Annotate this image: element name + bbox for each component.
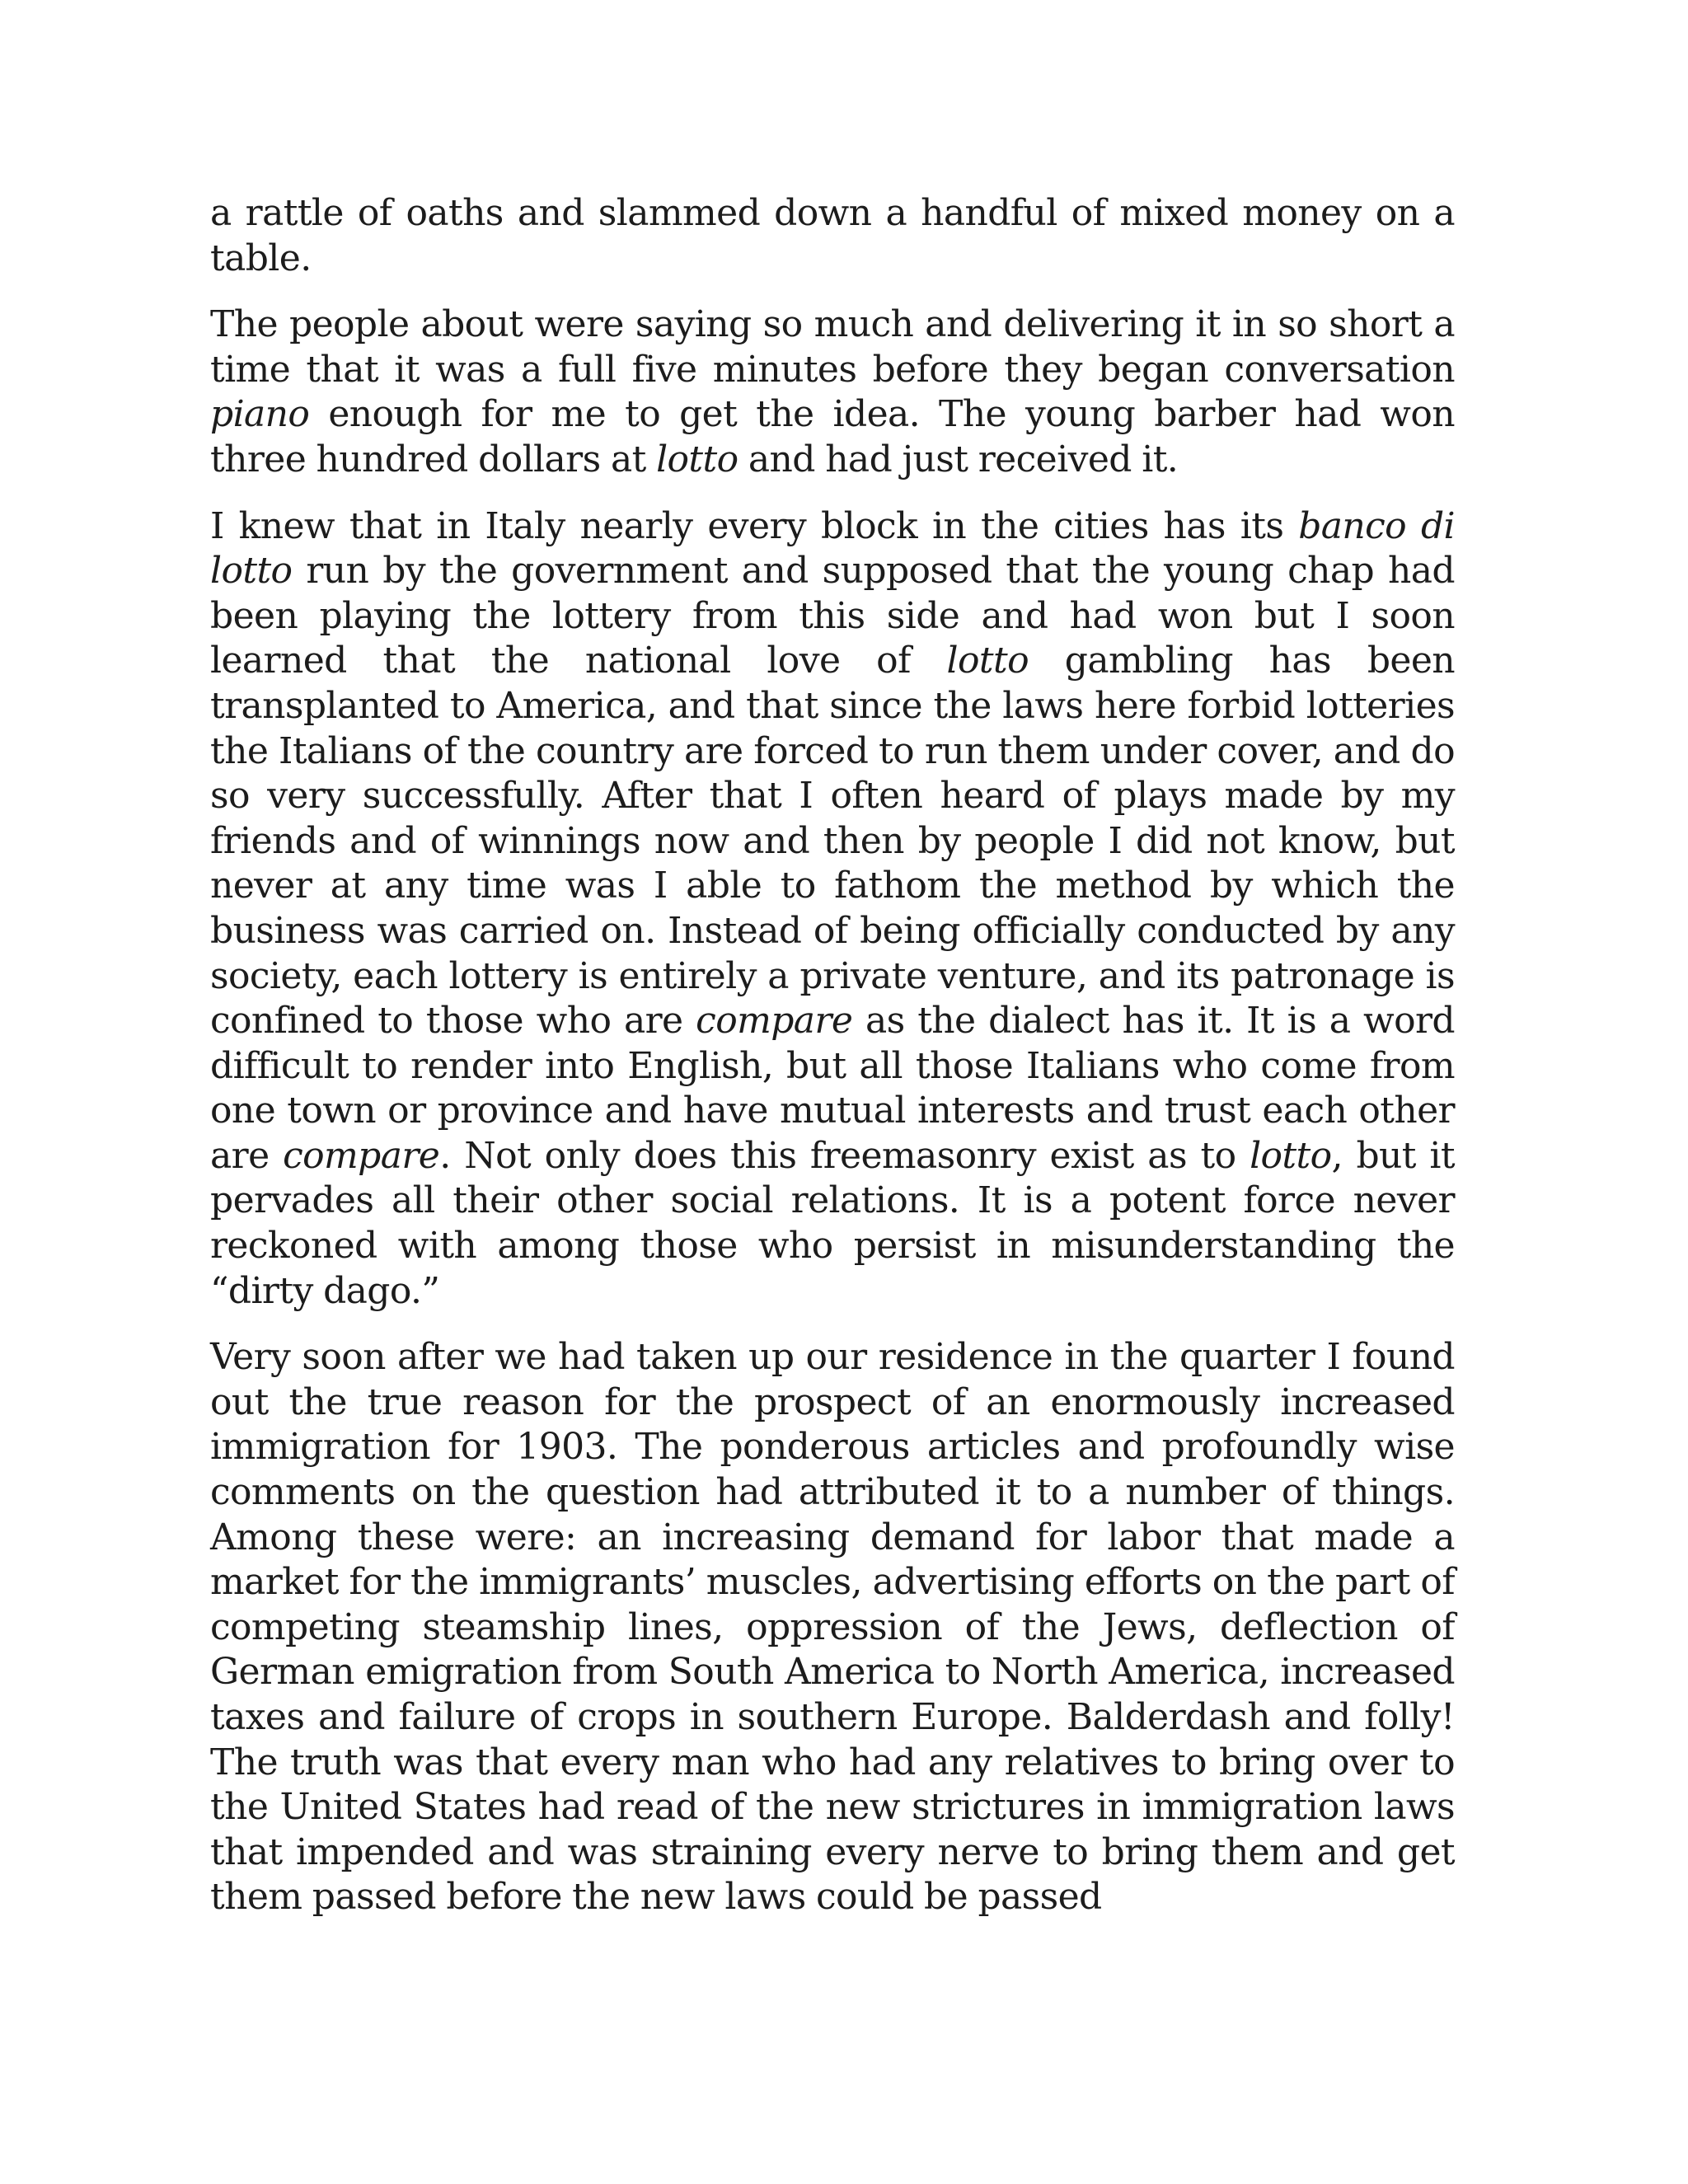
text-run: and had just received it. bbox=[738, 438, 1179, 480]
text-run: I knew that in Italy nearly every block in the cities has its bbox=[210, 504, 1299, 547]
paragraph-2 bbox=[210, 302, 1455, 482]
italic-text-run: lotto bbox=[1250, 1134, 1332, 1177]
italic-text-run: piano bbox=[210, 393, 310, 436]
text-run: Very soon after we had taken up our residence in the quarter I found out the true reason for the prospect of an enormously increased immigration for 1903. The ponderous articles and profoundly wise comments on the question had attributed it to a number of things. Among these were: an increasing demand for labor that made a market for the immigrants’ muscles, advertising efforts on the part of competing steamship lines, oppression of the Jews, deflection of German emigration from South America to North America, increased taxes and failure of crops in southern Europe. Balderdash and folly! The truth was that every man who had any relatives to bring over to the United States had read of the new strictures in immigration laws that impended and was straining every nerve to bring them and get them passed before the new laws could be passed bbox=[210, 1336, 1455, 1919]
paragraph-3 bbox=[210, 504, 1455, 1315]
italic-text-run: compare bbox=[696, 1000, 853, 1043]
text-run: a rattle of oaths and slammed down a handful of mixed money on a table. bbox=[210, 192, 1455, 279]
italic-text-run: lotto bbox=[656, 438, 738, 480]
text-run: enough for me to get the idea. The young barber had won three hundred dollars at bbox=[210, 393, 1455, 480]
text-run: run by the government and supposed that the young chap had been playing the lottery from this side and had won but I soon learned that the national love of bbox=[210, 550, 1455, 682]
text-run: . Not only does this freemasonry exist as to bbox=[439, 1134, 1250, 1177]
italic-text-run: banco di lotto bbox=[210, 504, 1455, 593]
text-run: as the dialect has it. It is a word difficult to render into English, but all those Italians who come from one town or province and have mutual interests and trust each other are bbox=[210, 1000, 1455, 1177]
text-run: The people about were saying so much and delivering it in so short a time that it was a full five minutes before they began conversation bbox=[210, 303, 1455, 391]
italic-text-run: compare bbox=[283, 1134, 440, 1177]
paragraph-1 bbox=[210, 191, 1455, 281]
document-page bbox=[210, 191, 1455, 1942]
text-run: , but it pervades all their other social relations. It is a potent force never reckoned with among those who persist in misunderstanding the “dirty dago.” bbox=[210, 1134, 1455, 1312]
paragraph-4 bbox=[210, 1335, 1455, 1920]
italic-text-run: lotto bbox=[946, 640, 1029, 682]
text-run: gambling has been transplanted to America, and that since the laws here forbid lotteries the Italians of the country are forced to run them under cover, and do so very successfully. After that I often heard of plays made by my friends and of winnings now and then by people I did not know, but never at any time was I able to fathom the method by which the business was carried on. Instead of being officially conducted by any society, each lottery is entirely a private venture, and its patronage is confined to those who are bbox=[210, 640, 1456, 1043]
